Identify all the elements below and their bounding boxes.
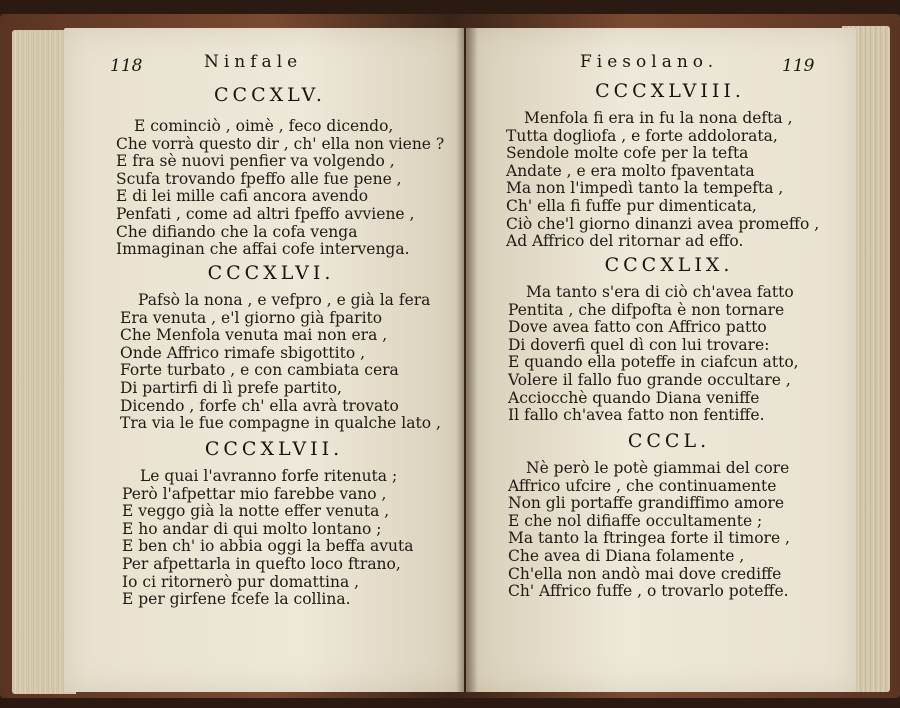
verse-line: Nè però le potè giammai del core [526, 459, 790, 477]
verse-line: Per afpettarla in quefto loco ftrano, [122, 554, 401, 573]
book-gutter [456, 28, 478, 692]
verse-line: E per girfene fcefe la collina. [122, 590, 351, 609]
stanza-number: CCCXLVI. [207, 262, 335, 284]
verse-line: Tra via le fue compagne in qualche lato , [120, 414, 441, 433]
verse-line: E fra sè nuovi penfier va volgendo , [116, 152, 395, 171]
verse-line: Ciò che'l giorno dinanzi avea promeffo , [506, 214, 820, 233]
verse-line: E quando ella poteffe in ciafcun atto, [508, 353, 799, 372]
stanza-number: CCCXLV. [214, 84, 326, 106]
stanza-number: CCCXLVII. [204, 438, 344, 460]
verse-line: Volere il fallo fuo grande occultare , [508, 370, 791, 389]
stanza-text [506, 110, 819, 251]
verse-line: Ad Affrico del ritornar ad effo. [506, 232, 744, 251]
verse-line: Acciocchè quando Diana veniffe [508, 388, 760, 407]
right-page-number: 119 [782, 56, 815, 76]
verse-line: E cominciò , oimè , feco dicendo, [134, 117, 394, 135]
stanza-text [122, 468, 413, 609]
verse-line: Dove avea fatto con Affrico patto [508, 318, 767, 337]
verse-line: Dicendo , forfe ch' ella avrà trovato [120, 396, 399, 415]
stanza-text [116, 118, 444, 259]
verse-line: Tutta dogliofa , e forte addolorata, [506, 126, 778, 145]
verse-line: Ch' Affrico fuffe , o trovarlo poteffe. [508, 582, 789, 601]
verse-line: Scufa trovando fpeffo alle fue pene , [116, 169, 402, 188]
verse-line: Andate , e era molto fpaventata [506, 161, 755, 180]
verse-line: E ben ch' io abbia oggi la beffa avuta [122, 537, 414, 556]
verse-line: Ma tanto s'era di ciò ch'avea fatto [526, 283, 794, 301]
verse-line: Penfati , come ad altri fpeffo avviene , [116, 204, 415, 223]
stanza-number: CCCL. [627, 430, 711, 452]
verse-line: Pafsò la nona , e vefpro , e già la fera [138, 291, 431, 309]
left-running-head: Ninfale [204, 52, 303, 72]
verse-line: Era venuta , e'l giorno già fparito [120, 308, 383, 327]
verse-line: Che difiando che la cofa venga [116, 222, 358, 241]
verse-line: Io ci ritornerò pur domattina , [122, 572, 360, 591]
verse-line: Che Menfola venuta mai non era , [120, 326, 388, 345]
stanza-number: CCCXLVIII. [595, 80, 745, 102]
left-page-number: 118 [110, 56, 143, 76]
stanza-text [508, 460, 790, 601]
verse-line: Che vorrà questo dir , ch' ella non viene ? [116, 134, 445, 153]
verse-line: Ma tanto la ftringea forte il timore , [508, 529, 790, 548]
verse-line: Forte turbato , e con cambiata cera [120, 361, 399, 380]
verse-line: Di doverfi quel dì con lui trovare: [508, 335, 770, 354]
verse-line: Di partirfi di lì prefe partito, [120, 378, 342, 397]
verse-line: Le quai l'avranno forfe ritenuta ; [140, 467, 398, 485]
verse-line: Onde Affrico rimafe sbigottito , [120, 343, 366, 362]
stanza-text [508, 284, 799, 425]
verse-line: E ho andar di qui molto lontano ; [122, 519, 382, 538]
verse-line: E che nol difiaffe occultamente ; [508, 511, 763, 530]
right-running-head: Fiesolano. [580, 52, 719, 72]
verse-line: Però l'afpettar mio farebbe vano , [122, 484, 387, 503]
verse-line: Ma non l'impedì tanto la tempefta , [506, 179, 784, 198]
verse-line: Il fallo ch'avea fatto non fentiffe. [508, 406, 765, 425]
verse-line: Menfola fi era in fu la nona defta , [524, 109, 793, 127]
stanza-text [120, 292, 441, 433]
verse-line: Sendole molte cofe per la tefta [506, 144, 749, 163]
verse-line: E veggo già la notte effer venuta , [122, 502, 390, 521]
verse-line: Non gli portaffe grandiffimo amore [508, 494, 785, 513]
stanza-number: CCCXLIX. [604, 254, 734, 276]
verse-line: E di lei mille cafi ancora avendo [116, 187, 369, 206]
verse-line: Che avea di Diana folamente , [508, 546, 745, 565]
verse-line: Pentita , che difpofta è non tornare [508, 300, 785, 319]
verse-line: Ch'ella non andò mai dove crediffe [508, 564, 782, 583]
verse-line: Ch' ella fi fuffe pur dimenticata, [506, 196, 757, 215]
verse-line: Affrico ufcire , che continuamente [508, 476, 777, 495]
verse-line: Immaginan che affai cofe intervenga. [116, 240, 410, 259]
